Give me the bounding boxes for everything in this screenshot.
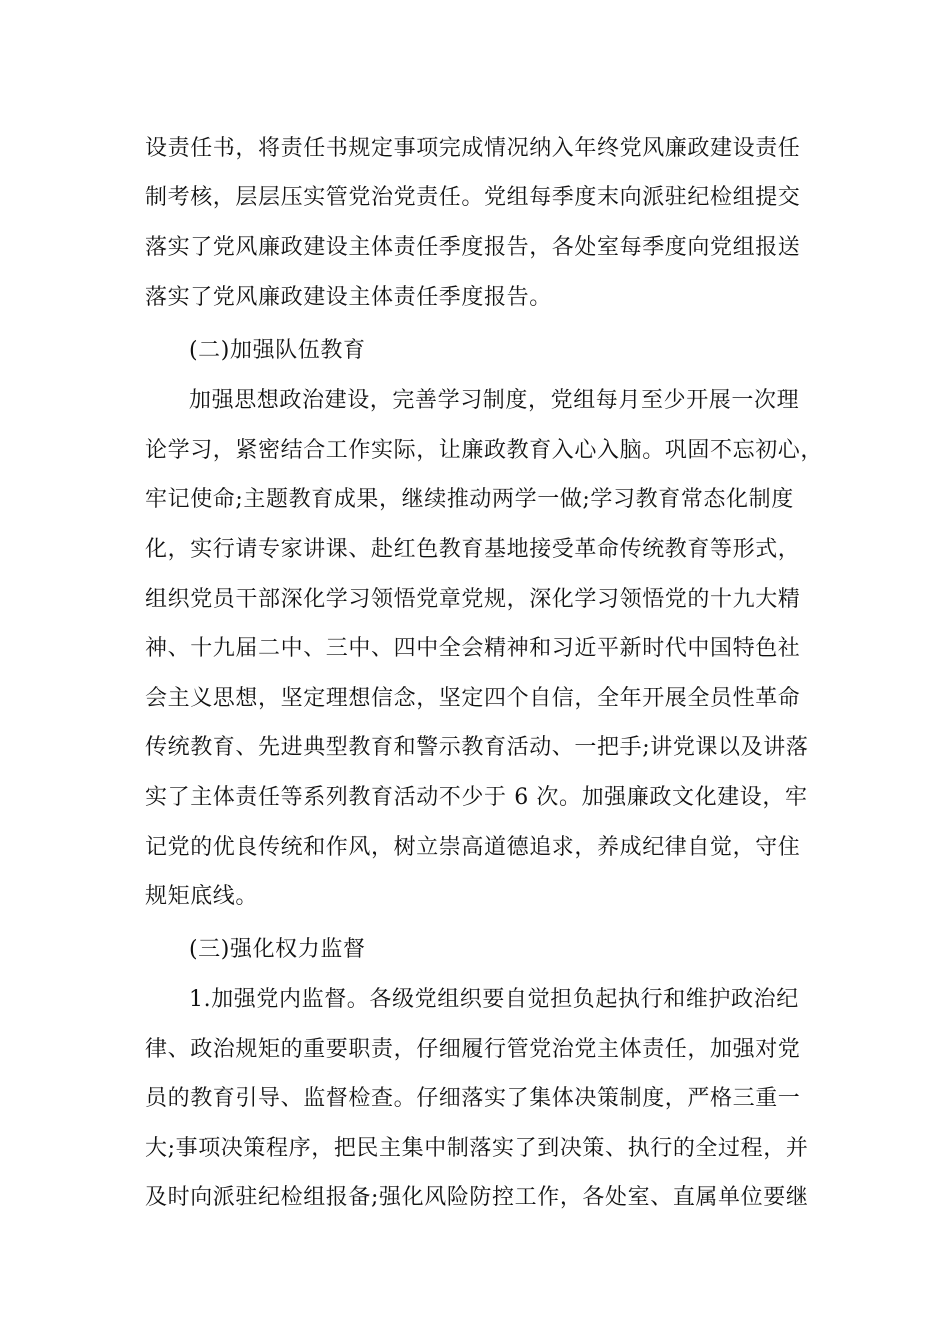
body-text-line: 化，实行请专家讲课、赴红色教育基地接受革命传统教育等形式，	[145, 537, 801, 562]
body-text-line: 及时向派驻纪检组报备;强化风险防控工作，各处室、直属单位要继	[145, 1185, 809, 1210]
body-text-line: 组织党员干部深化学习领悟党章党规，深化学习领悟党的十九大精	[145, 587, 801, 612]
body-text-line: 实了主体责任等系列教育活动不少于 6 次。加强廉政文化建设，牢	[145, 785, 808, 810]
section-heading: (二)加强队伍教育	[189, 338, 366, 363]
body-text-line: 记党的优良传统和作风，树立崇高道德追求，养成纪律自觉，守住	[145, 835, 801, 860]
body-text-line: 制考核，层层压实管党治党责任。党组每季度末向派驻纪检组提交	[145, 185, 801, 210]
body-text-line: 员的教育引导、监督检查。仔细落实了集体决策制度，严格三重一	[145, 1086, 801, 1111]
body-text-line: 神、十九届二中、三中、四中全会精神和习近平新时代中国特色社	[145, 636, 801, 661]
section-heading: (三)强化权力监督	[189, 937, 366, 962]
body-text-line: 论学习，紧密结合工作实际，让廉政教育入心入脑。巩固不忘初心，	[145, 438, 824, 463]
body-text-line: 设责任书，将责任书规定事项完成情况纳入年终党风廉政建设责任	[145, 136, 801, 161]
body-text-line: 落实了党风廉政建设主体责任季度报告，各处室每季度向党组报送	[145, 235, 801, 260]
body-text-line: 律、政治规矩的重要职责，仔细履行管党治党主体责任，加强对党	[145, 1037, 801, 1062]
paragraph-start-line: 加强思想政治建设，完善学习制度，党组每月至少开展一次理	[189, 388, 800, 413]
body-text-line: 传统教育、先进典型教育和警示教育活动、一把手;讲党课以及讲落	[145, 735, 809, 760]
body-text-line: 大;事项决策程序，把民主集中制落实了到决策、执行的全过程，并	[145, 1136, 809, 1161]
paragraph-start-line: 1.加强党内监督。各级党组织要自觉担负起执行和维护政治纪	[189, 987, 799, 1012]
body-text-line: 落实了党风廉政建设主体责任季度报告。	[145, 285, 552, 310]
body-text-line: 牢记使命;主题教育成果，继续推动两学一做;学习教育常态化制度	[145, 487, 794, 512]
body-text-line: 规矩底线。	[145, 884, 259, 909]
body-text-line: 会主义思想，坚定理想信念，坚定四个自信，全年开展全员性革命	[145, 686, 801, 711]
